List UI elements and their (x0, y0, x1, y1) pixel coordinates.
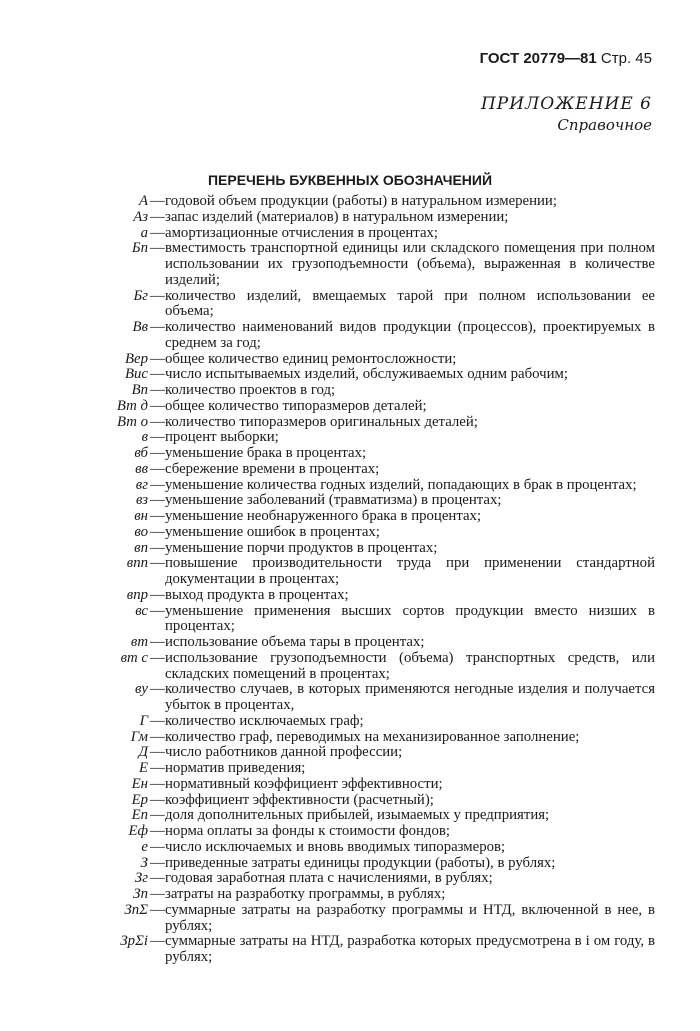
definition: уменьшение брака в процентах; (165, 445, 367, 461)
symbol: впр (126, 586, 148, 603)
list-item (110, 808, 655, 824)
definition: число испытываемых изделий, обслуживаемых одним рабочим; (165, 366, 569, 383)
list-item (110, 604, 655, 636)
definition: амортизационные отчисления в процентах; (165, 224, 439, 241)
dash: — (150, 775, 165, 792)
dash: — (150, 870, 165, 887)
dash: — (150, 193, 165, 209)
definition: количество наименований видов продукции (процессов), проектируемых в среднем за год; (165, 319, 655, 351)
symbol: Вт д (116, 397, 148, 414)
dash: — (150, 886, 165, 902)
dash: — (150, 823, 165, 839)
symbol: З (140, 854, 148, 871)
symbol: вс (135, 602, 148, 619)
dash: — (150, 539, 165, 556)
list-item (110, 556, 655, 588)
dash: — (150, 933, 165, 950)
symbol: Д (138, 744, 148, 761)
symbol: Зп (133, 886, 148, 902)
page-title: ПЕРЕЧЕНЬ БУКВЕННЫХ ОБОЗНАЧЕНИЙ (207, 172, 493, 188)
symbol: A (138, 193, 148, 209)
definition: уменьшение необнаруженного брака в процентах; (165, 508, 482, 524)
dash: — (150, 460, 165, 477)
definition: количество проектов в год; (165, 382, 336, 398)
list-item (110, 383, 655, 399)
definition: количество исключаемых граф; (165, 712, 364, 729)
list-item (110, 399, 655, 415)
dash: — (150, 413, 165, 430)
definition: запас изделий (материалов) в натуральном измерении; (165, 208, 509, 225)
definition: уменьшение применения высших сортов продукции вместо низших в процентах; (165, 602, 655, 635)
dash: — (150, 240, 165, 257)
symbol: ву (135, 681, 148, 698)
list-item (110, 525, 655, 541)
list-item (110, 541, 655, 557)
page-number: Стр. 45 (600, 50, 652, 67)
page-header (480, 50, 652, 67)
dash: — (150, 429, 165, 446)
dash: — (150, 319, 165, 335)
list-item (110, 430, 655, 446)
list-item (110, 352, 655, 368)
dash: — (150, 397, 165, 414)
dash: — (150, 838, 165, 855)
list-item (110, 871, 655, 887)
list-item (110, 226, 655, 242)
list-item (110, 588, 655, 604)
symbol: ЗпΣ (124, 901, 148, 918)
symbol: Aз (133, 208, 148, 225)
list-item (110, 210, 655, 226)
definition: число исключаемых и вновь вводимых типоразмеров; (165, 838, 506, 855)
list-item (110, 840, 655, 856)
definition: количество граф, переводимых на механизированное заполнение; (165, 728, 580, 745)
symbol: Г (139, 712, 148, 729)
symbol: вз (135, 492, 148, 509)
list-item (110, 493, 655, 509)
dash: — (150, 555, 165, 572)
definition: повышение производительности труда при применении стандартной документации в процентах; (165, 555, 655, 587)
dash: — (150, 602, 165, 619)
symbol: Ен (131, 775, 148, 792)
list-item (110, 651, 655, 683)
symbol: Вт о (116, 413, 148, 430)
dash: — (150, 445, 165, 461)
dash: — (150, 744, 165, 761)
dash: — (150, 712, 165, 729)
symbol: Вп (131, 382, 148, 398)
symbol: Ер (131, 791, 148, 808)
list-item (110, 320, 655, 352)
definition: использование грузоподъемности (объема) транспортных средств, или складских помещений в процентах; (165, 649, 655, 682)
definition: приведенные затраты единицы продукции (работы), в рублях; (165, 854, 556, 871)
dash: — (150, 728, 165, 745)
symbol: a (140, 224, 148, 241)
definition: суммарные затраты на разработку программы и НТД, включенной в нее, в рублях; (165, 901, 655, 934)
symbol: вг (135, 476, 148, 493)
dash: — (150, 523, 165, 540)
definition: суммарные затраты на НТД, разработка которых предусмотрена в i ом году, в рублях; (165, 933, 655, 965)
definition: коэффициент эффективности (расчетный); (165, 791, 434, 808)
symbol: Еф (128, 823, 148, 839)
appendix-title: ПРИЛОЖЕНИЕ 6 (480, 94, 652, 114)
dash: — (150, 224, 165, 241)
list-item (110, 714, 655, 730)
appendix-subtitle: Справочное (557, 116, 652, 134)
symbol: вп (134, 539, 148, 556)
definition: норматив приведения; (165, 760, 306, 776)
symbol: Бг (133, 287, 148, 304)
dash: — (150, 586, 165, 603)
list-item (110, 415, 655, 431)
definition: уменьшение порчи продуктов в процентах; (165, 539, 438, 556)
definition: уменьшение заболеваний (травматизма) в процентах; (165, 492, 502, 509)
list-item (110, 367, 655, 383)
symbol: вт с (120, 649, 148, 666)
symbol: вб (134, 445, 148, 461)
symbol: впп (126, 555, 148, 572)
definition: общее количество единиц ремонтосложности; (165, 350, 457, 367)
dash: — (150, 634, 165, 650)
symbol: Зг (134, 870, 148, 887)
dash: — (150, 649, 165, 666)
list-item (110, 824, 655, 840)
definition: затраты на разработку программы, в рублях; (165, 886, 446, 902)
list-item (110, 793, 655, 809)
dash: — (150, 807, 165, 824)
symbol: Еп (131, 807, 148, 824)
definition: число работников данной профессии; (165, 744, 403, 761)
symbol: во (134, 523, 148, 540)
dash: — (150, 854, 165, 871)
list-item (110, 194, 655, 210)
symbol: Бп (131, 240, 148, 257)
definition: общее количество типоразмеров деталей; (165, 397, 427, 414)
definition: использование объема тары в процентах; (165, 634, 425, 650)
list-item (110, 887, 655, 903)
definition: нормативный коэффициент эффективности; (165, 775, 443, 792)
definition: количество типоразмеров оригинальных деталей; (165, 413, 478, 430)
symbol: Вис (124, 366, 148, 383)
symbol: е (141, 838, 148, 855)
dash: — (150, 901, 165, 918)
symbol: вн (134, 508, 148, 524)
symbol-list (110, 194, 655, 966)
definition: годовая заработная плата с начислениями, в рублях; (165, 870, 493, 887)
dash: — (150, 382, 165, 398)
definition: норма оплаты за фонды к стоимости фондов; (165, 823, 450, 839)
symbol: в (141, 429, 148, 446)
definition: уменьшение количества годных изделий, попадающих в брак в процентах; (165, 476, 637, 493)
dash: — (150, 791, 165, 808)
symbol: Вв (132, 319, 148, 335)
list-item (110, 934, 655, 966)
symbol: Вер (124, 350, 148, 367)
definition: выход продукта в процентах; (165, 586, 349, 603)
dash: — (150, 350, 165, 367)
symbol: Гм (130, 728, 148, 745)
list-item (110, 777, 655, 793)
definition: доля дополнительных прибылей, изымаемых у предприятия; (165, 807, 550, 824)
dash: — (150, 681, 165, 698)
dash: — (150, 492, 165, 509)
dash: — (150, 208, 165, 225)
list-item (110, 446, 655, 462)
list-item (110, 241, 655, 288)
definition: сбережение времени в процентах; (165, 460, 380, 477)
list-item (110, 682, 655, 714)
definition: процент выборки; (165, 429, 279, 446)
symbol: вт (130, 634, 148, 650)
list-item (110, 289, 655, 321)
list-item (110, 745, 655, 761)
list-item (110, 635, 655, 651)
list-item (110, 856, 655, 872)
definition: уменьшение ошибок в процентах; (165, 523, 380, 540)
dash: — (150, 760, 165, 776)
dash: — (150, 287, 165, 304)
list-item (110, 509, 655, 525)
definition: количество изделий, вмещаемых тарой при полном использовании ее объема; (165, 287, 655, 320)
definition: количество случаев, в которых применяются негодные изделия и получается убыток в процентах, (165, 681, 655, 713)
symbol: вв (135, 460, 148, 477)
list-item (110, 730, 655, 746)
definition: годовой объем продукции (работы) в натуральном измерении; (165, 193, 557, 209)
list-item (110, 462, 655, 478)
list-item (110, 903, 655, 935)
symbol: ЗрΣi (120, 933, 148, 950)
list-item (110, 761, 655, 777)
definition: вместимость транспортной единицы или складского помещения при полном использовании их грузоподъемности (объема), выраженная в количестве изделий; (165, 240, 655, 288)
dash: — (150, 366, 165, 383)
list-item (110, 478, 655, 494)
gost-number: ГОСТ 20779—81 (479, 50, 597, 67)
appendix-heading (481, 94, 652, 134)
dash: — (150, 476, 165, 493)
symbol: Е (138, 760, 148, 776)
dash: — (150, 508, 165, 524)
